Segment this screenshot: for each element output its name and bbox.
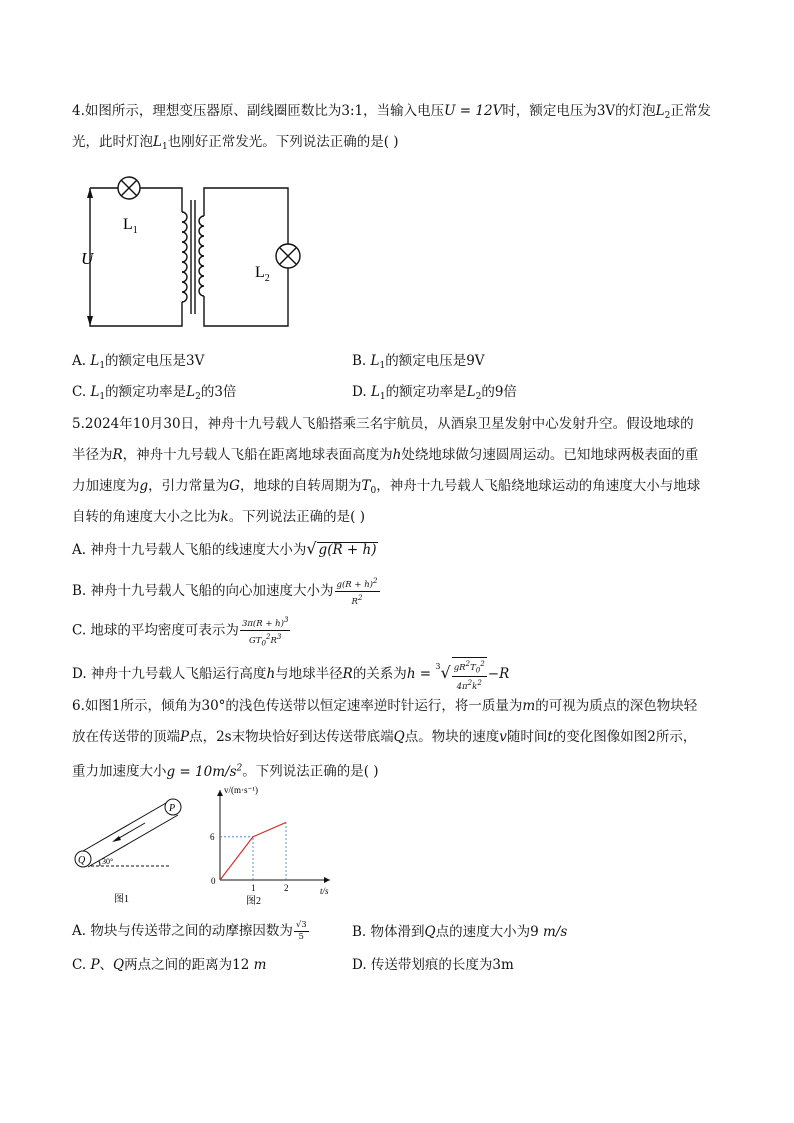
q5-line-1: 5.2024年10月30日，神舟十九号载人飞船搭乘三名宇航员，从酒泉卫星发射中心发射升空。假设地球的 (72, 416, 694, 432)
q6-line-3: 重力加速度大小$g = 10m/s^2$。下列说法正确的是( ) (72, 763, 379, 780)
l1-label: $L_1$ (123, 216, 138, 236)
fig1-caption: 图1 (114, 894, 129, 905)
q6-option-d[interactable]: D. 传送带划痕的长度为3m (352, 957, 514, 973)
q6-velocity-time-chart (200, 784, 340, 908)
q4-option-c[interactable]: C. $L_1$的额定功率是$L_2$的3倍 (72, 384, 237, 402)
q4-line-1: 4.如图所示，理想变压器原、副线圈匝数比为3:1，当输入电压U = 12V时，额定电压为3V的灯泡$L_2$正常发 (72, 103, 711, 121)
q6-option-a[interactable]: A. 物块与传送带之间的动摩擦因数为 $\frac{√3}{5}$ (72, 920, 307, 942)
q4-transformer-figure (78, 168, 308, 333)
voltage-label: U (81, 249, 94, 268)
q5-option-b[interactable]: B. 神舟十九号载人飞船的向心加速度大小为 $\frac{g(R + h)^2}{R^2}$ (72, 576, 378, 607)
q5-option-c[interactable]: C. 地球的平均密度可表示为 $\frac{3\pi(R + h)^3}{GT_0^2R^3}$ (72, 615, 289, 648)
origin-label: 0 (211, 876, 216, 886)
x-axis-label: t/s (320, 886, 329, 896)
q6-conveyor-figure (70, 796, 200, 908)
q4-option-b[interactable]: B. $L_1$的额定电压是9V (352, 353, 485, 371)
y-tick-6: 6 (210, 831, 215, 842)
q5-line-2: 半径为R，神舟十九号载人飞船在距离地球表面高度为h处绕地球做匀速圆周运动。已知地球两极表面的重 (72, 447, 699, 463)
q5-line-4: 自转的角速度大小之比为k。下列说法正确的是( ) (72, 509, 366, 525)
q6-line-1: 6.如图1所示，倾角为30°的浅色传送带以恒定速率逆时针运行，将一质量为m的可视为质点的深色物块轻 (72, 698, 698, 714)
point-p-label: P (169, 803, 176, 814)
q5-line-3: 力加速度为g，引力常量为G，地球的自转周期为$T_0$，神舟十九号载人飞船绕地球运动的角速度大小与地球 (72, 478, 701, 496)
q6-option-b[interactable]: B. 物体滑到Q点的速度大小为9 m/s (352, 924, 568, 940)
fig2-caption: 图2 (246, 896, 261, 907)
q5-option-a[interactable]: A. 神舟十九号载人飞船的线速度大小为√ g(R + h) (72, 539, 377, 558)
x-tick-1: 1 (251, 883, 256, 893)
q6-line-2: 放在传送带的顶端P点，2s末物块恰好到达传送带底端Q点。物块的速度v随时间t的变化图像如图2所示， (72, 729, 697, 745)
q4-option-a[interactable]: A. $L_1$的额定电压是3V (72, 353, 205, 371)
q6-option-c[interactable]: C. P、Q两点之间的距离为12 m (72, 957, 267, 973)
y-axis-label: v/(m·s⁻¹) (224, 785, 258, 795)
q4-line-2: 光，此时灯泡$L_1$也刚好正常发光。下列说法正确的是( ) (72, 134, 399, 152)
point-q-label: Q (78, 855, 86, 866)
q5-option-d[interactable]: D. 神舟十九号载人飞船运行高度h与地球半径R的关系为h = $^3$√ $\frac{gR^2T_0^2}{4\pi^2k^2}$ −R (72, 659, 510, 692)
angle-label: 30° (102, 857, 114, 866)
q4-option-d[interactable]: D. $L_1$的额定功率是$L_2$的9倍 (352, 384, 517, 402)
x-tick-2: 2 (284, 883, 289, 893)
l2-label: $L_2$ (255, 264, 270, 284)
